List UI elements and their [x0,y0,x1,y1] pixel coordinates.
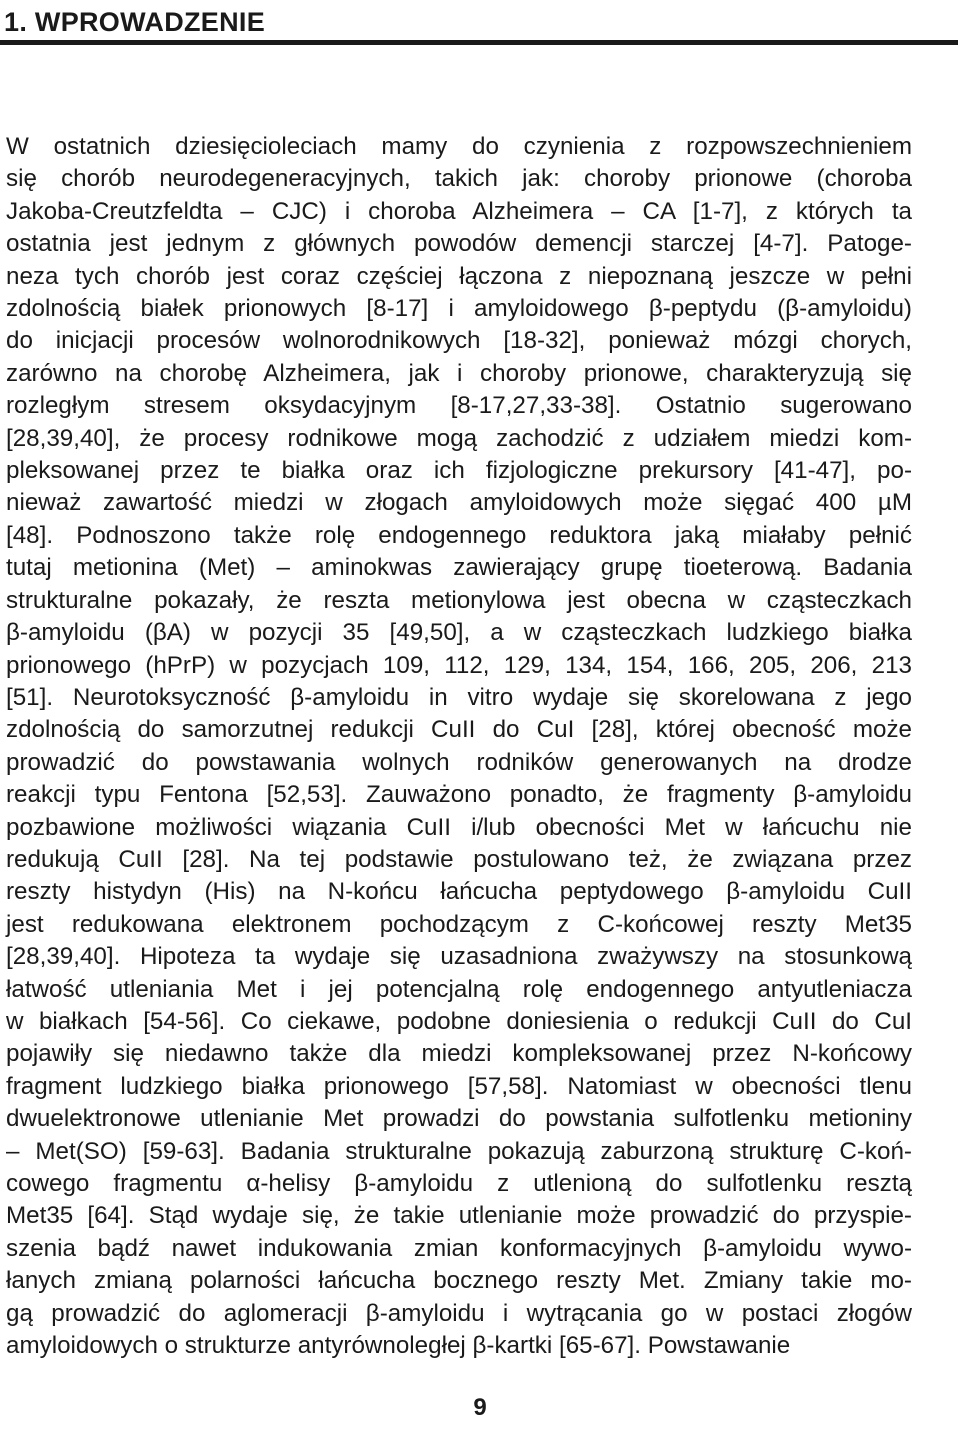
text-line: [51]. Neurotoksyczność β-amyloidu in vitro wydaje się skorelowana z jego [6,683,912,711]
text-line: rozległym stresem oksydacyjnym [8-17,27,33-38]. Ostatnio sugerowano [6,392,912,420]
text-line: zdolnością białek prionowych [8-17] i amyloidowego β-peptydu (β-amyloidu) [6,295,912,323]
text-line: – Met(SO) [59-63]. Badania strukturalne pokazują zaburzoną strukturę C-koń- [6,1137,912,1165]
text-line: w białkach [54-56]. Co ciekawe, podobne doniesienia o redukcji CuII do CuI [6,1007,912,1035]
text-line: łatwość utleniania Met i jej potencjalną rolę endogennego antyutleniacza [6,975,912,1003]
text-line: zdolnością do samorzutnej redukcji CuII do CuI [28], której obecność może [6,716,912,744]
text-line: β-amyloidu (βA) w pozycji 35 [49,50], a w cząsteczkach ludzkiego białka [6,619,912,647]
text-line: dwuelektronowe utlenianie Met prowadzi do powstania sulfotlenku metioniny [6,1105,912,1133]
text-line: prionowego (hPrP) w pozycjach 109, 112, 129, 134, 154, 166, 205, 206, 213 [6,651,912,679]
text-line: jest redukowana elektronem pochodzącym z C-końcowej reszty Met35 [6,910,912,938]
text-line: redukują CuII [28]. Na tej podstawie postulowano też, że związana przez [6,845,912,873]
text-line: [48]. Podnoszono także rolę endogennego reduktora jaką miałaby pełnić [6,521,912,549]
text-line: łanych zmianą polarności łańcucha bocznego reszty Met. Zmiany takie mo- [6,1267,912,1295]
section-heading: 1. WPROWADZENIE [4,7,266,37]
text-line: [28,39,40], że procesy rodnikowe mogą zachodzić z udziałem miedzi kom- [6,424,912,452]
text-line: W ostatnich dziesięcioleciach mamy do czynienia z rozpowszechnieniem [6,133,912,160]
text-line: pozbawione możliwości wiązania CuII i/lub obecności Met w łańcuchu nie [6,813,912,841]
text-line: [28,39,40]. Hipoteza ta wydaje się uzasadniona zważywszy na stosunkową [6,943,912,971]
text-line: pleksowanej przez te białka oraz ich fizjologiczne prekursory [41-47], po- [6,457,912,485]
heading-rule [0,40,958,45]
text-line: reakcji typu Fentona [52,53]. Zauważono ponadto, że fragmenty β-amyloidu [6,781,912,809]
text-line: szenia bądź nawet indukowania zmian konformacyjnych β-amyloidu wywo- [6,1234,913,1262]
body-paragraph [6,131,912,1362]
text-line: Jakoba-Creutzfeldta – CJC) i choroba Alzheimera – CA [1-7], z których ta [6,197,912,225]
text-line: cowego fragmentu α-helisy β-amyloidu z utlenioną do sulfotlenku resztą [6,1170,912,1197]
text-line: neza tych chorób jest coraz częściej łączona z niepoznaną jeszcze w pełni [6,262,912,290]
text-line: do inicjacji procesów wolnorodnikowych [18-32], ponieważ mózgi chorych, [6,327,912,355]
text-line: tutaj metionina (Met) – aminokwas zawierający grupę tioeterową. Badania [6,554,912,582]
text-line: fragment ludzkiego białka prionowego [57,58]. Natomiast w obecności tlenu [6,1072,912,1100]
text-line: się chorób neurodegeneracyjnych, takich jak: choroby prionowe (choroba [6,165,912,193]
text-line: nieważ zawartość miedzi w złogach amyloidowych może sięgać 400 µM [6,489,912,517]
text-line: strukturalne pokazały, że reszta metionylowa jest obecna w cząsteczkach [6,586,912,614]
text-line: zarówno na chorobę Alzheimera, jak i choroby prionowe, charakteryzują się [6,359,912,387]
text-line: gą prowadzić do aglomeracji β-amyloidu i wytrącania go w postaci złogów [6,1299,913,1327]
text-line: pojawiły się niedawno także dla miedzi kompleksowanej przez N-końcowy [6,1040,912,1068]
text-line: ostatnia jest jednym z głównych powodów demencji starczej [4-7]. Patoge- [6,230,912,258]
text-line: reszty histydyn (His) na N-końcu łańcucha peptydowego β-amyloidu CuII [6,878,912,906]
text-line: Met35 [64]. Stąd wydaje się, że takie utlenianie może prowadzić do przyspie- [6,1202,912,1230]
text-line: amyloidowych o strukturze antyrównoległej β-kartki [65-67]. Powstawanie [6,1332,791,1360]
text-line: prowadzić do powstawania wolnych rodników generowanych na drodze [6,748,912,776]
page-number: 9 [473,1394,487,1421]
